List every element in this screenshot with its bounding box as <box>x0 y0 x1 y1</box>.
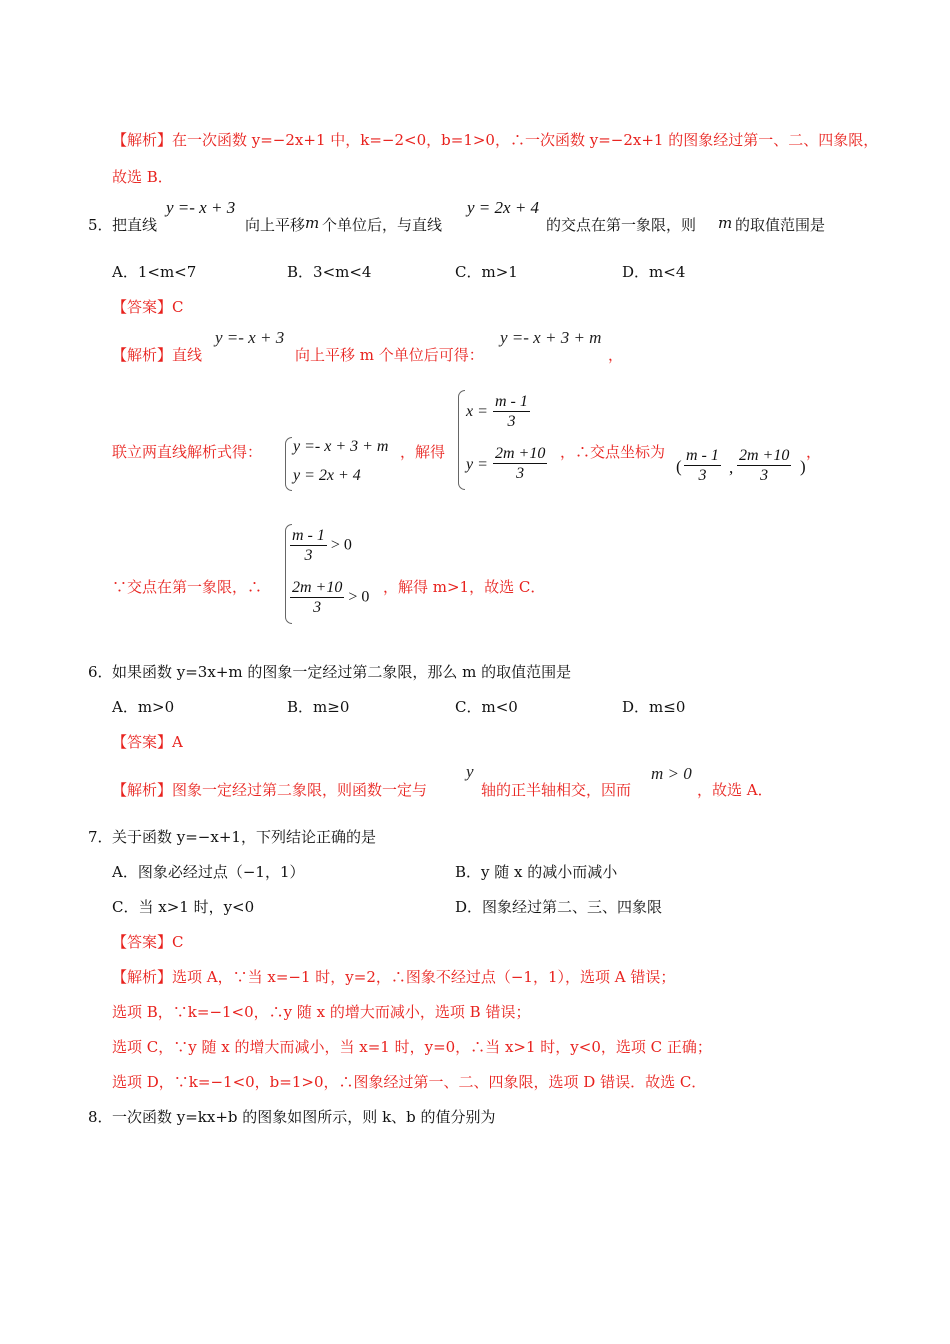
q6-analysis-y: y <box>466 762 474 781</box>
q5-var-m-2: m <box>718 214 733 232</box>
condition-2-den: 3 <box>313 599 322 617</box>
condition-1-den: 3 <box>304 547 313 565</box>
system-eq-2: y = 2x + 4 <box>293 467 361 484</box>
q7-option-c: C．当 x>1 时，y<0 <box>112 898 255 916</box>
q7-analysis-2: 选项 B，∵k=−1<0，∴y 随 x 的增大而减小，选项 B 错误； <box>112 1003 531 1021</box>
q5-text-5: 的取值范围是 <box>735 216 826 234</box>
coord-open: ( <box>676 457 682 476</box>
q5-analysis-eq2: y =- x + 3 + m <box>500 328 602 347</box>
q5-analysis-eq1: y =- x + 3 <box>215 328 285 347</box>
q5-answer: 【答案】C <box>112 298 184 316</box>
q6-option-c: C．m<0 <box>455 698 518 716</box>
solution-y-lhs: y = <box>466 456 488 473</box>
q6-answer: 【答案】A <box>112 733 183 751</box>
q5-solve-label: ，解得 <box>400 443 446 461</box>
q5-text-1: 把直线 <box>112 216 158 234</box>
q5-option-b: B．3<m<4 <box>287 263 372 281</box>
q6-analysis-1: 【解析】图象一定经过第二象限，则函数一定与 <box>112 781 428 799</box>
q7-number: 7． <box>88 828 113 846</box>
q5-number: 5． <box>88 216 113 234</box>
solution-brace <box>458 390 465 490</box>
q5-analysis-comma: ， <box>608 346 624 364</box>
q6-option-b: B．m≥0 <box>287 698 350 716</box>
system-brace <box>285 437 292 491</box>
q5-option-d: D．m<4 <box>622 263 686 281</box>
condition-1-gt: > 0 <box>330 536 352 554</box>
solution-x-num: m - 1 <box>493 392 530 412</box>
prev-analysis-line-1: 【解析】在一次函数 y=−2x+1 中，k=−2<0，b=1>0，∴一次函数 y=−2x+1 的图象经过第一、二、四象限， <box>112 131 879 149</box>
q5-equation-2: y = 2x + 4 <box>467 198 540 217</box>
q5-option-a: A．1<m<7 <box>112 263 197 281</box>
q5-text-4: 的交点在第一象限，则 <box>546 216 697 234</box>
condition-2-gt: > 0 <box>348 588 370 606</box>
q7-option-b: B．y 随 x 的减小而减小 <box>455 863 618 881</box>
solution-y-num: 2m +10 <box>493 444 547 464</box>
q8-text: 一次函数 y=kx+b 的图象如图所示，则 k、b 的值分别为 <box>112 1108 496 1126</box>
coord-y-frac <box>737 446 791 485</box>
q5-condition-label: ∵交点在第一象限，∴ <box>112 578 263 596</box>
q5-var-m: m <box>305 214 320 232</box>
prev-analysis-line-2: 故选 B． <box>112 168 173 186</box>
solution-y-frac <box>493 444 547 483</box>
q5-analysis-shift: 向上平移 m 个单位后可得： <box>295 346 484 364</box>
q7-answer: 【答案】C <box>112 933 184 951</box>
condition-1 <box>290 526 352 565</box>
coord-y-den: 3 <box>760 467 769 485</box>
coord-end: ， <box>806 443 822 461</box>
q7-option-d: D．图象经过第二、三、四象限 <box>455 898 663 916</box>
coord-x-den: 3 <box>698 467 707 485</box>
coord-x-frac <box>684 446 721 485</box>
q5-text-3: 个单位后，与直线 <box>322 216 443 234</box>
coord-close: ) <box>800 457 806 476</box>
q7-option-a: A．图象必经过点（−1，1） <box>112 863 305 881</box>
q7-analysis-3: 选项 C，∵y 随 x 的增大而减小，当 x=1 时，y=0，∴当 x>1 时，y<0，选项 C 正确； <box>112 1038 712 1056</box>
q5-coord-label: ，∴交点坐标为 <box>560 443 666 461</box>
q6-option-a: A．m>0 <box>112 698 175 716</box>
coord-y-num: 2m +10 <box>737 446 791 466</box>
q6-text: 如果函数 y=3x+m 的图象一定经过第二象限，那么 m 的取值范围是 <box>112 663 572 681</box>
system-eq-1: y =- x + 3 + m <box>293 438 389 455</box>
q6-option-d: D．m≤0 <box>622 698 686 716</box>
q6-number: 6． <box>88 663 113 681</box>
q6-analysis-2: 轴的正半轴相交，因而 <box>481 781 632 799</box>
q6-analysis-3: ，故选 A． <box>697 781 773 799</box>
q8-number: 8． <box>88 1108 113 1126</box>
q5-equation-1: y =- x + 3 <box>166 198 236 217</box>
solution-x-den: 3 <box>507 413 516 431</box>
q5-text-2: 向上平移 <box>245 216 306 234</box>
coord-x-num: m - 1 <box>684 446 721 466</box>
q5-analysis-label: 【解析】直线 <box>112 346 203 364</box>
condition-1-num: m - 1 <box>290 526 327 546</box>
solution-x-lhs: x = <box>466 403 488 420</box>
q5-option-c: C．m>1 <box>455 263 518 281</box>
solution-x-frac <box>493 392 530 431</box>
coord-sep: , <box>729 458 734 477</box>
q6-analysis-m: m > 0 <box>651 764 692 783</box>
q5-condition-end: ，解得 m>1，故选 C． <box>383 578 546 596</box>
q5-system-label: 联立两直线解析式得： <box>112 443 263 461</box>
condition-2 <box>290 578 369 617</box>
solution-y-den: 3 <box>516 465 525 483</box>
q7-analysis-4: 选项 D，∵k=−1<0，b=1>0，∴图象经过第一、二、四象限，选项 D 错误．故选 C． <box>112 1073 707 1091</box>
q7-analysis-1: 【解析】选项 A，∵当 x=−1 时，y=2，∴图象不经过点（−1，1），选项 A 错误； <box>112 968 676 986</box>
condition-2-num: 2m +10 <box>290 578 344 598</box>
q7-text: 关于函数 y=−x+1，下列结论正确的是 <box>112 828 376 846</box>
